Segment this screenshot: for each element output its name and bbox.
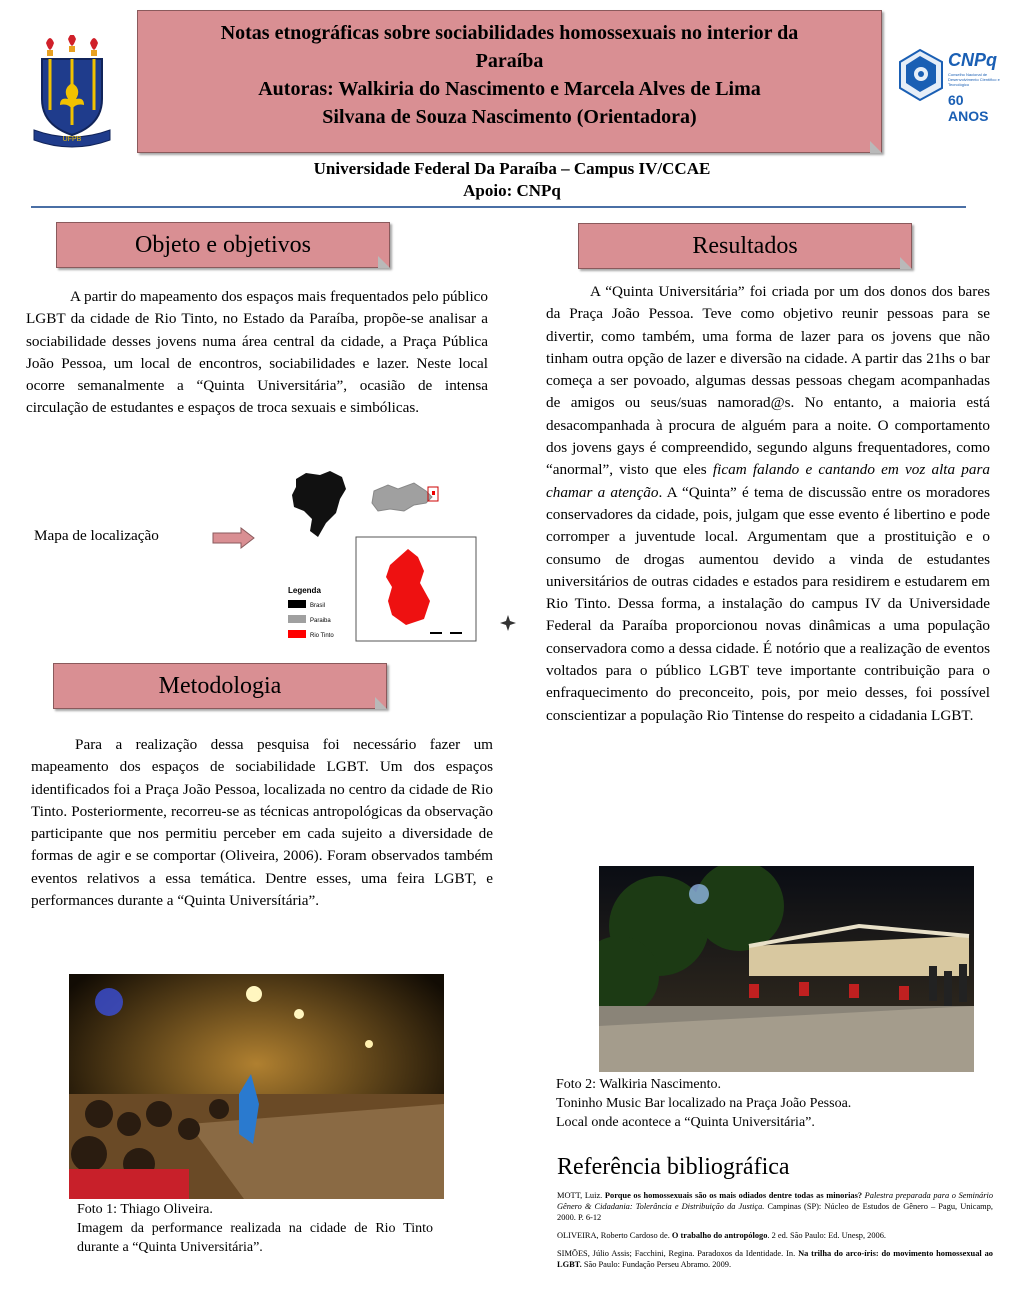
resultados-text-block	[546, 281, 990, 727]
metodologia-text-block	[31, 734, 493, 912]
legend-title: Legenda	[288, 586, 321, 595]
page-fold-icon	[900, 257, 912, 269]
ufpb-crest-icon	[32, 35, 112, 150]
photo1-caption-line2: Imagem da performance realizada na cidade de Rio Tinto durante a “Quinta Universitária”.	[77, 1221, 433, 1255]
map-label: Mapa de localização	[34, 527, 159, 544]
title-line1: Notas etnográficas sobre sociabilidades homossexuais no interior da	[220, 22, 799, 44]
references-list	[557, 1190, 993, 1277]
location-map	[286, 465, 518, 645]
resultados-heading-banner	[578, 223, 912, 269]
metodologia-heading-banner	[53, 663, 387, 709]
institution: Universidade Federal Da Paraíba – Campus IV/CCAE	[313, 159, 711, 178]
photo2-caption-line3: Local onde acontece a “Quinta Universitária”.	[556, 1115, 815, 1130]
photo2-caption-line2: Toninho Music Bar localizado na Praça João Pessoa.	[556, 1096, 852, 1111]
cnpq-subtitle: Conselho Nacional de Desenvolvimento Científico e Tecnológico	[948, 72, 1000, 87]
page-fold-icon	[870, 141, 882, 153]
objeto-text: A partir do mapeamento dos espaços mais frequentados pelo público LGBT da cidade de Rio Tinto, no Estado da Paraíba, propõe-se analisar a sociabilidade desses jovens numa área central da cidade, a Praça Pública João Pessoa, um local de encontros, sociabilidades e lazer. Neste local ocorre semanalmente a “Quinta Universitária”, ocasião de intensa circulação de estudantes e espaços de troca sexuais e simbólicas.	[26, 288, 488, 417]
ufpb-ribbon-text: UFPB	[62, 136, 82, 143]
photo-1	[69, 974, 444, 1199]
title-line2: Paraíba	[475, 50, 544, 72]
resultados-text	[546, 281, 990, 727]
objeto-heading: Objeto e objetivos	[135, 232, 311, 258]
advisor: Silvana de Souza Nascimento (Orientadora)	[322, 106, 697, 128]
resultados-text-part1: A “Quinta Universitária” foi criada por um dos donos dos bares da Praça João Pessoa. Teve como objetivo reunir pessoas para se divertir, como também, uma forma de lazer para os jovens que não tinham outra opção de lazer e diversão na cidade. A partir das 21hs o bar começa a ser povoado, algumas dessas pessoas chegam acompanhadas de amigos ou seus/suas namorad@s. No entanto, a maioria está desacompanhada à procura de alguém para a noite. O comportamento dos jovens gays é compreendido, segundo alguns frequentadores, como “anormal”, visto que eles	[546, 283, 990, 479]
brasil-map-shape	[292, 471, 346, 537]
reference-2: OLIVEIRA, Roberto Cardoso de. O trabalho do antropólogo. 2 ed. São Paulo: Ed. Unesp, 2006.	[557, 1231, 887, 1240]
references-heading: Referência bibliográfica	[557, 1154, 790, 1180]
resultados-text-italic: ficam falando e cantando em voz alta para chamar a atenção	[546, 461, 990, 501]
metodologia-heading: Metodologia	[158, 673, 282, 699]
metodologia-text: Para a realização dessa pesquisa foi necessário fazer um mapeamento dos espaços de sociabilidade LGBT. Um dos espaços identificados foi a Praça João Pessoa, localizada no centro da cidade de Rio Tinto. Posteriormente, recorreu-se as técnicas antropológicas da observação participante que nos permitiu perceber em cada sujeito a diversidade de formas de agir e se comportar (Oliveira, 2006). Foram observados também eventos relativos a essa temática. Dentre esses, uma feira LGBT, e performances durante a “Quinta Universítária”.	[31, 736, 493, 910]
cnpq-name: CNPq	[948, 50, 997, 70]
page-fold-icon	[378, 256, 390, 268]
right-arrow-icon	[212, 527, 256, 554]
photo1-caption	[77, 1200, 433, 1257]
cnpq-logo	[896, 40, 1006, 124]
ufpb-logo	[32, 35, 112, 150]
cnpq-years: 60 ANOS	[948, 92, 989, 124]
compass-icon	[500, 615, 516, 631]
authors: Autoras: Walkiria do Nascimento e Marcela Alves de Lima	[258, 78, 761, 100]
header-divider	[31, 206, 966, 208]
legend-brasil: Brasil	[310, 603, 326, 609]
photo2-caption-line1: Foto 2: Walkiria Nascimento.	[556, 1077, 722, 1092]
title-banner	[137, 10, 882, 153]
legend-paraiba: Paraiba	[310, 618, 331, 624]
photo2-caption	[556, 1075, 976, 1132]
resultados-text-part2: . A “Quinta” é tema de discussão entre os moradores conservadores da cidade, pois, julgam que esse evento é libertino e pode corromper a juventude local. Argumentam que a prostituição e o consumo de drogas aumentou devido a vinda de estudantes universitários de outras cidades e estados para residirem e estudarem em Rio Tinto. Dessa forma, a instalação do campus IV da Universidade Federal da Paraíba proporcionou novas dinâmicas a uma população conservadora como a dessa cidade. É notório que a realização de eventos voltados para o público LGBT teve importante contribuição para o enfraquecimento do preconceito, pois, por meio desses, foi possível conscientizar a população Rio Tintense do respeito a cidadania LGBT.	[546, 483, 990, 724]
page-fold-icon	[375, 697, 387, 709]
objeto-text-block	[26, 286, 488, 420]
institution-block	[0, 158, 1024, 202]
objeto-heading-banner	[56, 222, 390, 268]
reference-1: MOTT, Luiz. Porque os homossexuais são os mais odiados dentre todas as minorias? Palestra preparada para o Seminário Gênero & Cidadania: Tolerância e Distribuição da Justiça. Campinas (SP): Núcleo de Estudos de Gênero – Pagu, Unicamp, 2000. P. 6-12	[557, 1191, 994, 1222]
legend-rio-tinto: Rio Tinto	[310, 633, 334, 639]
resultados-heading: Resultados	[692, 233, 798, 259]
support: Apoio: CNPq	[463, 181, 561, 200]
photo1-caption-line1: Foto 1: Thiago Oliveira.	[77, 1202, 213, 1217]
paraiba-map-shape	[372, 483, 432, 511]
photo-2	[599, 866, 974, 1072]
reference-3: SIMÕES, Júlio Assis; Facchini, Regina. Paradoxos da Identidade. In. Na trilha do arco-íris: do movimento homossexual ao LGBT. São Paulo: Fundação Perseu Abramo. 2009.	[557, 1249, 993, 1269]
